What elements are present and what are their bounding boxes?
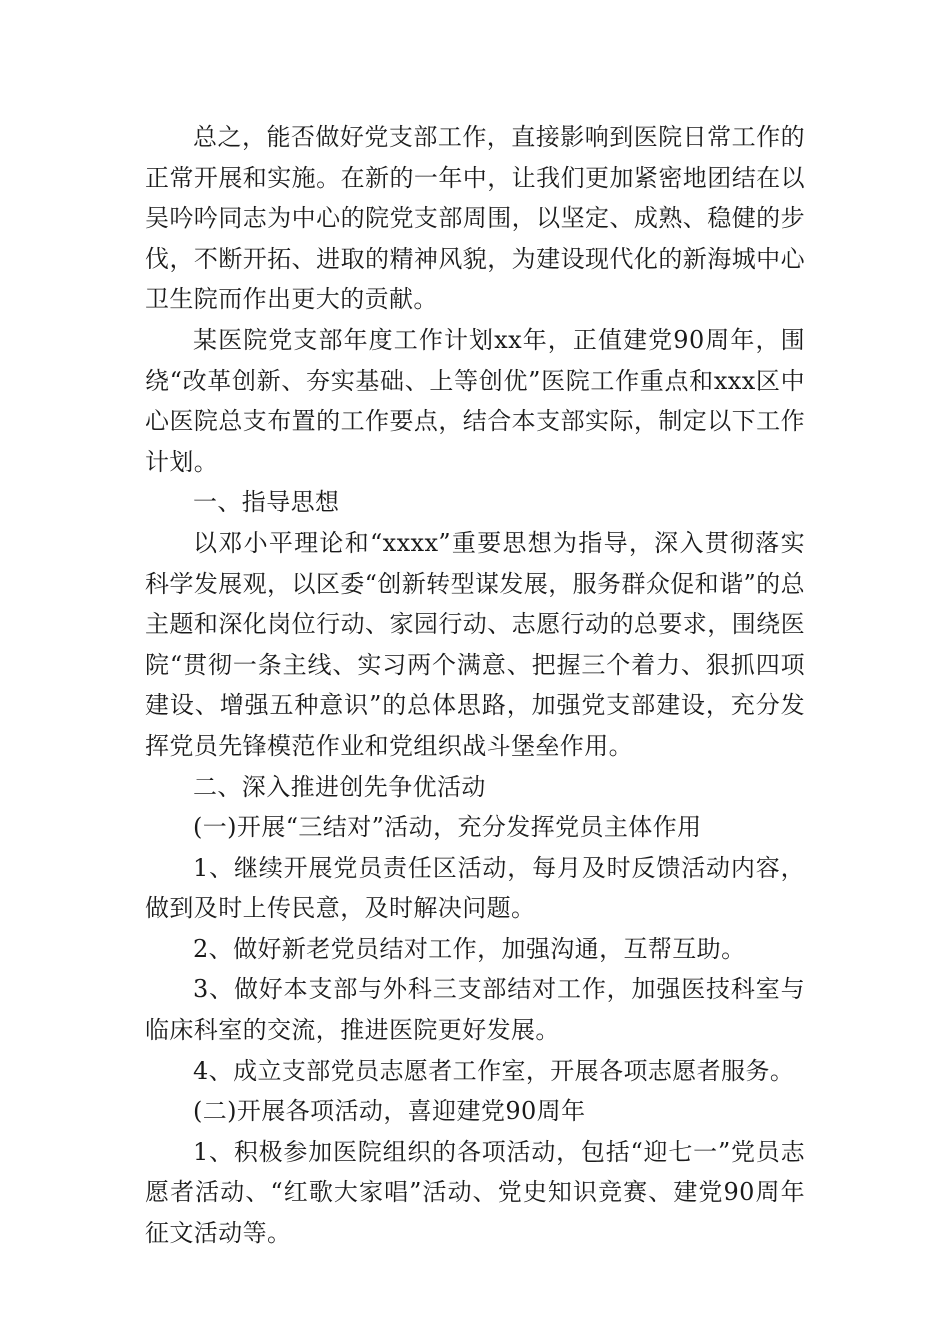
paragraph-guiding-ideology: 以邓小平理论和“xxxx”重要思想为指导，深入贯彻落实科学发展观，以区委“创新转型谋发展，服务群众促和谐”的总主题和深化岗位行动、家园行动、志愿行动的总要求，围绕医院“贯彻一条主线、实习两个满意、把握三个着力、狠抓四项建设、增强五种意识”的总体思路，加强党支部建设，充分发挥党员先锋模范作业和党组织战斗堡垒作用。 (145, 528, 805, 760)
subheading-anniversary: (二)开展各项活动，喜迎建党90周年 (193, 1097, 586, 1126)
list-item-3: 3、做好本支部与外科三支部结对工作，加强医技科室与临床科室的交流，推进医院更好发展。 (145, 975, 805, 1045)
list-item-anniversary-1: 1、积极参加医院组织的各项活动，包括“迎七一”党员志愿者活动、“红歌大家唱”活动、党史知识竞赛、建党90周年征文活动等。 (145, 1137, 805, 1248)
list-item-1: 1、继续开展党员责任区活动，每月及时反馈活动内容，做到及时上传民意，及时解决问题。 (145, 853, 805, 923)
list-item-4: 4、成立支部党员志愿者工作室，开展各项志愿者服务。 (193, 1056, 795, 1085)
subheading-three-pairings: (一)开展“三结对”活动，充分发挥党员主体作用 (193, 813, 702, 842)
paragraph-plan-intro: 某医院党支部年度工作计划xx年，正值建党90周年，围绕“改革创新、夯实基础、上等创优”医院工作重点和xxx区中心医院总支布置的工作要点，结合本支部实际，制定以下工作计划。 (145, 325, 805, 476)
list-item-2: 2、做好新老党员结对工作，加强沟通，互帮互助。 (193, 934, 746, 963)
paragraph-conclusion: 总之，能否做好党支部工作，直接影响到医院日常工作的正常开展和实施。在新的一年中，让我们更加紧密地团结在以吴吟吟同志为中心的院党支部周围，以坚定、成熟、稳健的步伐，不断开拓、进取的精神风貌，为建设现代化的新海城中心卫生院而作出更大的贡献。 (145, 123, 805, 314)
heading-guiding-ideology: 一、指导思想 (193, 488, 340, 517)
document-body (145, 117, 805, 1254)
heading-promote-activities: 二、深入推进创先争优活动 (193, 772, 486, 801)
